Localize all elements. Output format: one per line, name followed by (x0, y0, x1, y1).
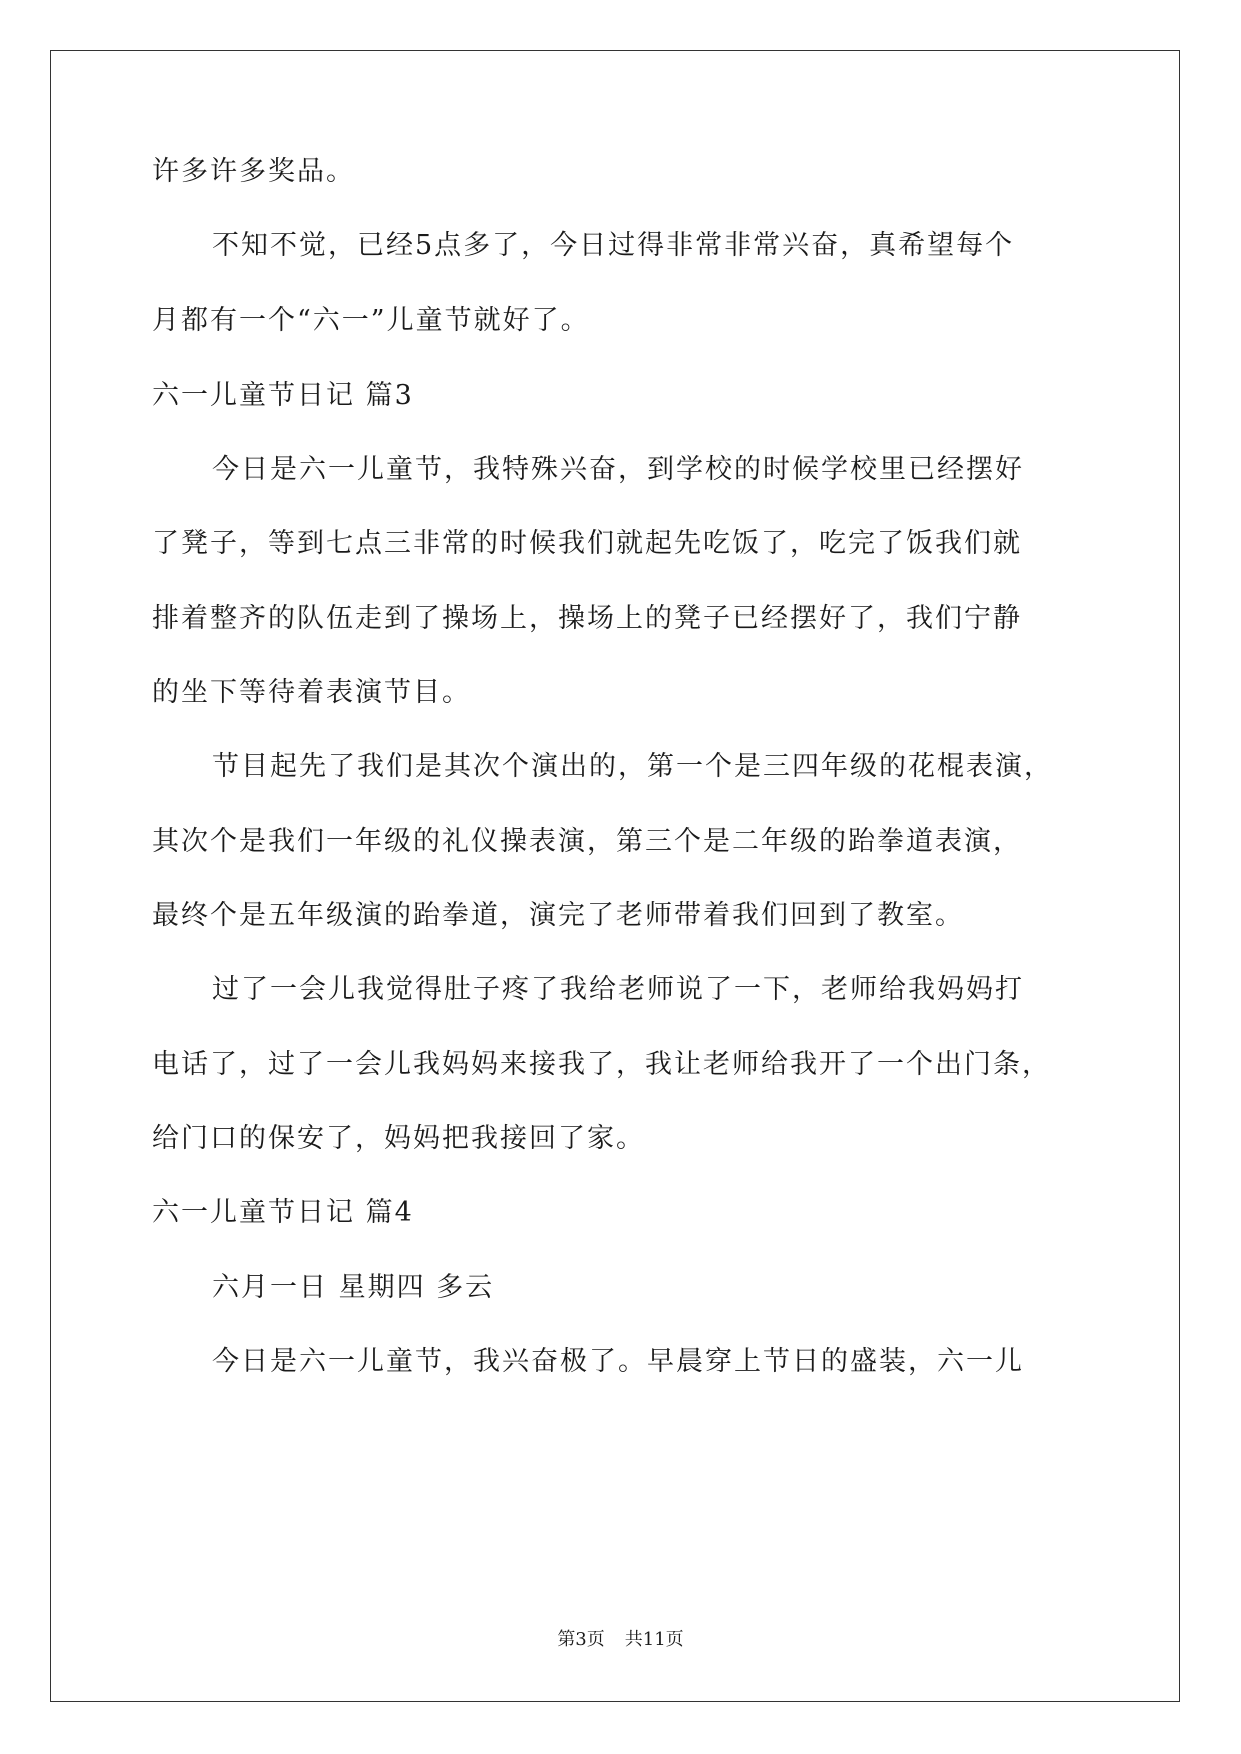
text-line: 今日是六一儿童节，我特殊兴奋，到学校的时候学校里已经摆好 (212, 454, 1024, 485)
text-line: 许多许多奖品。 (152, 156, 355, 187)
text-line: 的坐下等待着表演节目。 (152, 677, 471, 708)
page-border (50, 50, 1180, 1702)
text-line: 节目起先了我们是其次个演出的，第一个是三四年级的花棍表演， (212, 751, 1053, 782)
text-line: 今日是六一儿童节，我兴奋极了。早晨穿上节日的盛装，六一儿 (212, 1346, 1024, 1377)
text-line: 其次个是我们一年级的礼仪操表演，第三个是二年级的跆拳道表演， (152, 826, 1022, 857)
text-line: 给门口的保安了，妈妈把我接回了家。 (152, 1123, 645, 1154)
text-line: 不知不觉，已经5点多了，今日过得非常非常兴奋，真希望每个 (212, 230, 1015, 261)
page-footer (0, 1628, 1241, 1652)
text-line: 排着整齐的队伍走到了操场上，操场上的凳子已经摆好了，我们宁静 (152, 603, 1022, 634)
section-heading: 六一儿童节日记 篇4 (152, 1197, 414, 1228)
text-line: 最终个是五年级演的跆拳道，演完了老师带着我们回到了教室。 (152, 900, 964, 931)
text-line: 月都有一个“六一”儿童节就好了。 (152, 305, 590, 336)
text-line: 了凳子，等到七点三非常的时候我们就起先吃饭了，吃完了饭我们就 (152, 528, 1022, 559)
text-line: 电话了，过了一会儿我妈妈来接我了，我让老师给我开了一个出门条， (152, 1049, 1051, 1080)
section-heading: 六一儿童节日记 篇3 (152, 380, 414, 411)
date-line: 六月一日 星期四 多云 (212, 1272, 495, 1303)
page-total: 共11页 (624, 1629, 684, 1650)
text-line: 过了一会儿我觉得肚子疼了我给老师说了一下，老师给我妈妈打 (212, 974, 1024, 1005)
page-number: 第3页 (557, 1629, 605, 1650)
